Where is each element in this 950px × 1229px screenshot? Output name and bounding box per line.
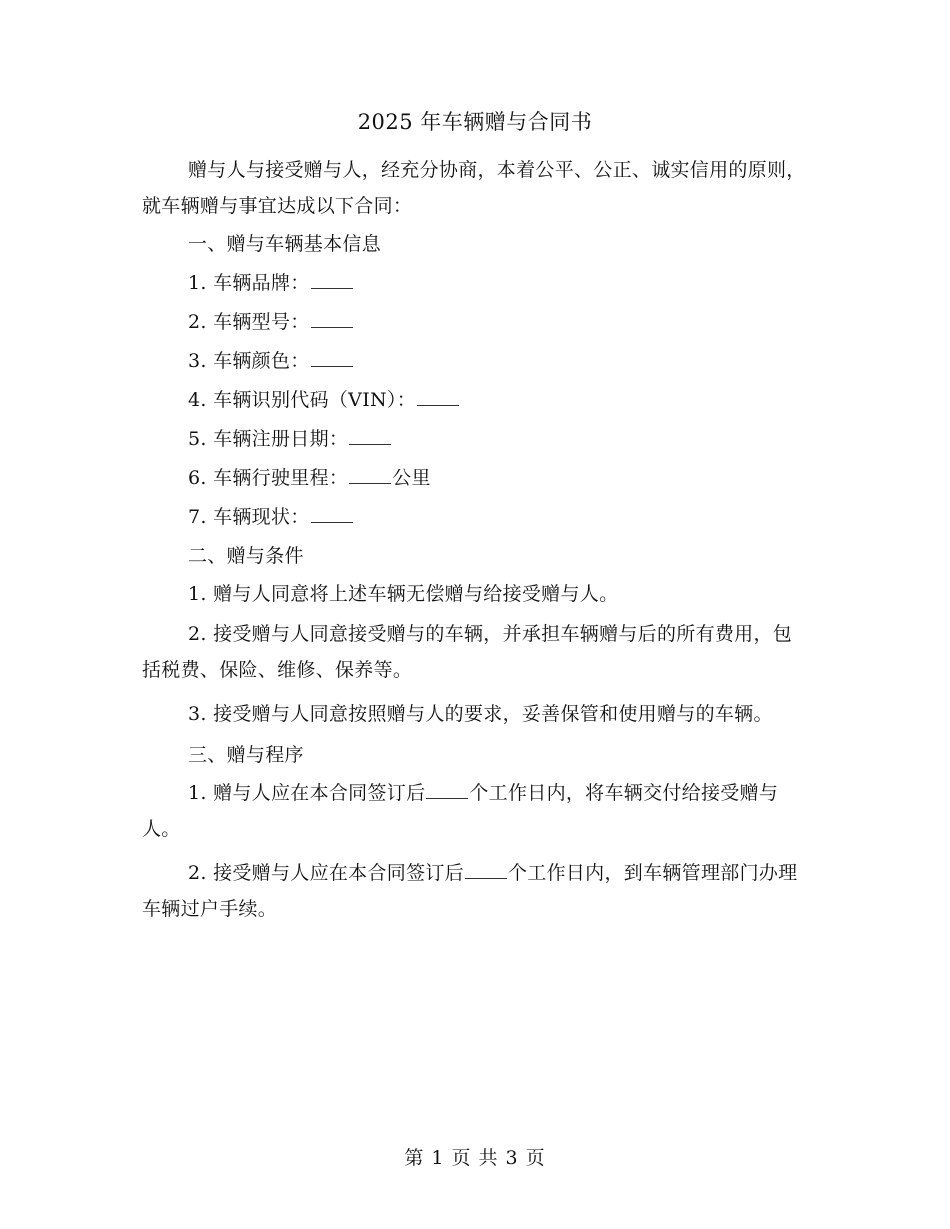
vehicle-info-item	[142, 420, 810, 459]
vehicle-info-item	[142, 264, 810, 303]
vehicle-info-item	[142, 381, 810, 420]
blank-field	[311, 271, 353, 289]
blank-field	[349, 466, 391, 484]
blank-field	[311, 310, 353, 328]
item-label: 3. 车辆颜色：	[188, 350, 310, 372]
document-title: 2025 年车辆赠与合同书	[357, 110, 593, 134]
blank-field	[465, 861, 507, 879]
item-label: 4. 车辆识别代码（VIN）：	[188, 389, 417, 411]
item-unit: 公里	[392, 467, 431, 489]
blank-field	[311, 505, 353, 523]
blank-field	[311, 349, 353, 367]
item-label: 1. 车辆品牌：	[188, 272, 310, 294]
vehicle-info-item	[142, 303, 810, 342]
item-label: 6. 车辆行驶里程：	[188, 467, 349, 489]
procedure-text-before: 1. 赠与人应在本合同签订后	[188, 782, 426, 804]
page-footer: 第 1 页 共 3 页	[404, 1147, 546, 1169]
condition-item: 3. 接受赠与人同意按照赠与人的要求，妥善保管和使用赠与的车辆。	[188, 703, 773, 725]
section1-heading: 一、赠与车辆基本信息	[188, 233, 382, 255]
document-body	[142, 152, 810, 927]
condition-item: 1. 赠与人同意将上述车辆无偿赠与给接受赠与人。	[188, 583, 619, 605]
procedure-text-after: 个工作日内，将车辆交付给接受赠与人。	[142, 782, 779, 840]
blank-field	[417, 388, 459, 406]
intro-paragraph: 赠与人与接受赠与人，经充分协商，本着公平、公正、诚实信用的原则，就车辆赠与事宜达成以下合同：	[142, 159, 806, 217]
item-label: 7. 车辆现状：	[188, 506, 310, 528]
section2-heading: 二、赠与条件	[188, 545, 304, 567]
vehicle-info-item	[142, 342, 810, 381]
procedure-text-before: 2. 接受赠与人应在本合同签订后	[188, 862, 464, 884]
item-label: 5. 车辆注册日期：	[188, 428, 349, 450]
procedure-text-after: 个工作日内，到车辆管理部门办理车辆过户手续。	[142, 862, 798, 920]
blank-field	[349, 427, 391, 445]
procedure-item	[142, 855, 810, 927]
item-label: 2. 车辆型号：	[188, 311, 310, 333]
condition-item: 2. 接受赠与人同意接受赠与的车辆，并承担车辆赠与后的所有费用，包括税费、保险、维修、保养等。	[142, 623, 793, 681]
procedure-item	[142, 775, 810, 847]
blank-field	[426, 781, 468, 799]
vehicle-info-item	[142, 459, 810, 498]
section3-heading: 三、赠与程序	[188, 744, 304, 766]
vehicle-info-item	[142, 498, 810, 537]
